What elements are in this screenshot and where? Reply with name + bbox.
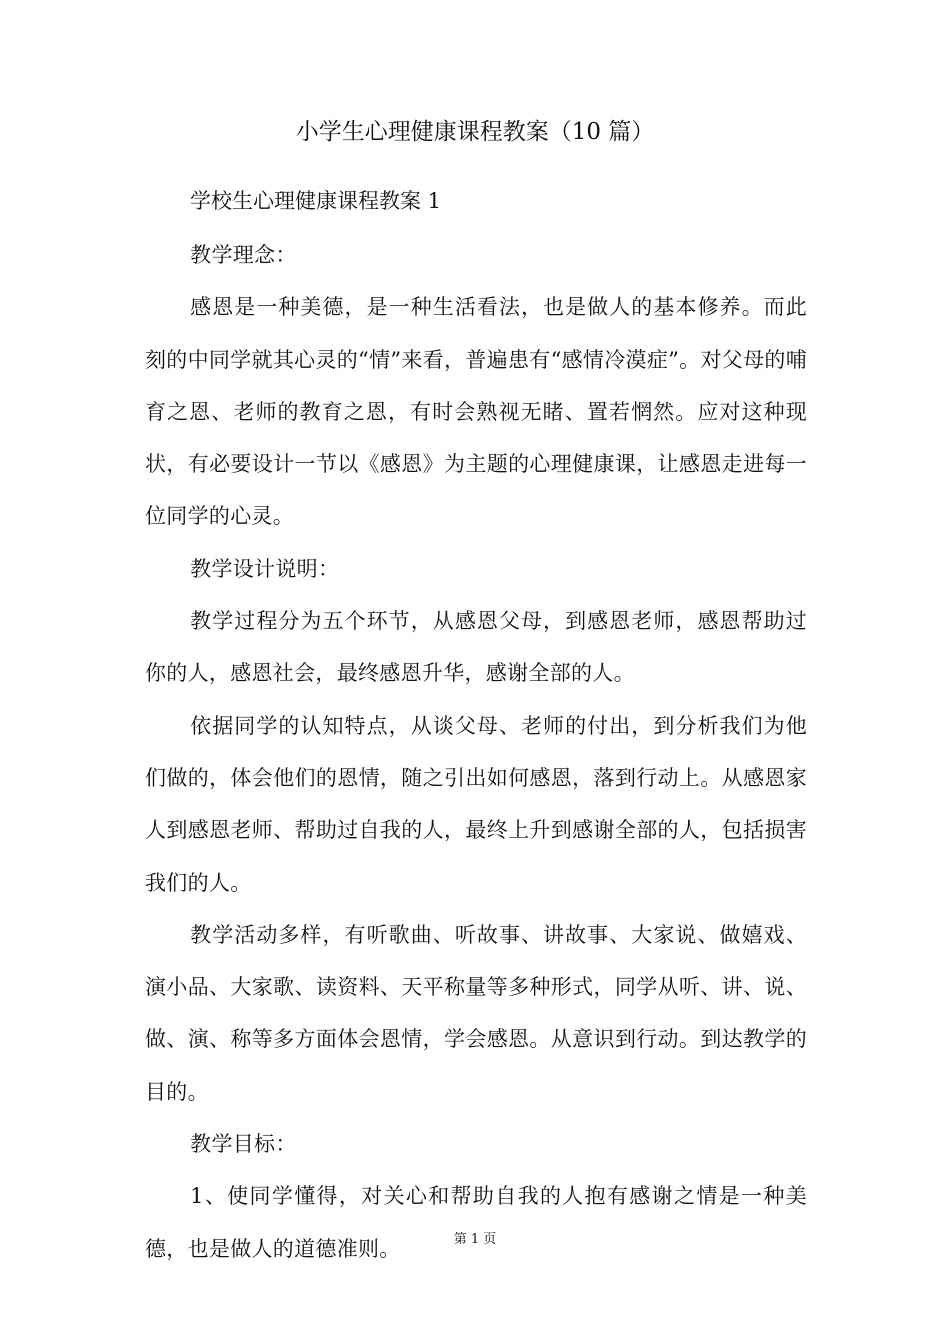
section-label-teaching-philosophy: 教学理念： — [190, 243, 297, 267]
paragraph-teaching-philosophy: 感恩是一种美德，是一种生活看法，也是做人的基本修养。而此刻的中同学就其心灵的“情”来看，普遍患有“感情冷漠症”。对父母的哺育之恩、老师的教育之恩，有时会熟视无睹、置若惘然。应对这种现状，有必要设计一节以《感恩》为主题的心理健康课，让感恩走进每一位同学的心灵。 — [145, 295, 807, 529]
document-title: 小学生心理健康课程教案（10 篇） — [295, 119, 655, 145]
paragraph-activities: 教学活动多样，有听歌曲、听故事、讲故事、大家说、做嬉戏、演小品、大家歌、读资料、天平称量等多种形式，同学从听、讲、说、做、演、称等多方面体会恩情，学会感恩。从意识到行动。到达教学的目的。 — [145, 922, 807, 1104]
document-body — [145, 229, 807, 1275]
page-number: 第 1 页 — [453, 1232, 497, 1247]
section-label-objectives: 教学目标： — [190, 1132, 297, 1157]
paragraph-process: 教学过程分为五个环节，从感恩父母，到感恩老师，感恩帮助过你的人，感恩社会，最终感恩升华，感谢全部的人。 — [145, 609, 807, 686]
paragraph-cognitive: 依据同学的认知特点，从谈父母、老师的付出，到分析我们为他们做的，体会他们的恩情，随之引出如何感恩，落到行动上。从感恩家人到感恩老师、帮助过自我的人，最终上升到感谢全部的人，包括损害我们的人。 — [145, 713, 807, 895]
paragraph-objective-1: 1、使同学懂得，对关心和帮助自我的人抱有感谢之情是一种美德，也是做人的道德准则。 — [145, 1184, 807, 1261]
lesson-heading: 学校生心理健康课程教案 1 — [190, 189, 442, 213]
section-label-design-notes: 教学设计说明： — [190, 556, 340, 581]
